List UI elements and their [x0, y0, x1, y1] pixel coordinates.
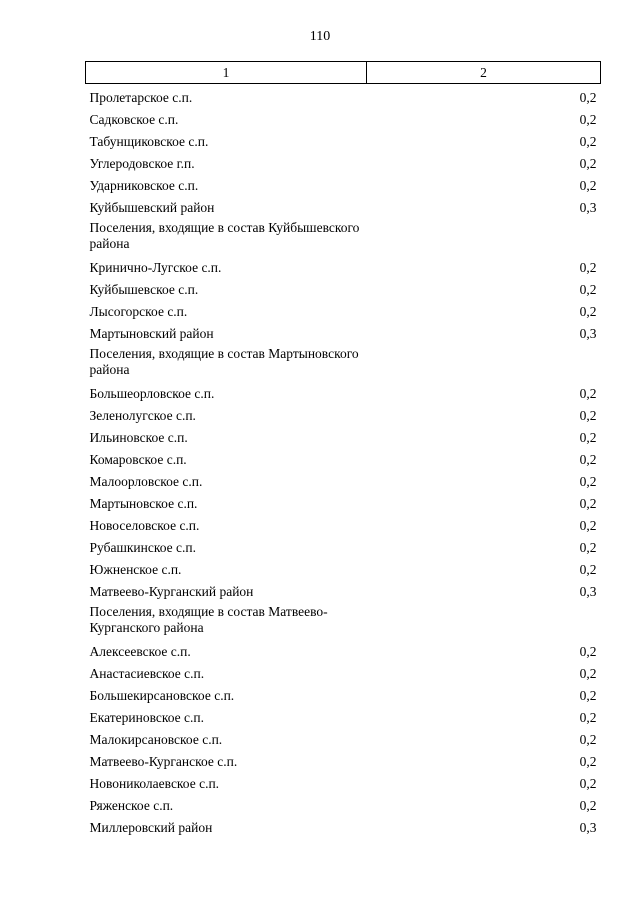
table-row	[86, 536, 601, 558]
table-row	[86, 322, 601, 344]
row-name-cell: Лысогорское с.п.	[89, 303, 188, 319]
table-row	[86, 662, 601, 684]
table-row	[86, 580, 601, 602]
row-name-cell: Поселения, входящие в состав Матвеево-Курганского района	[89, 603, 328, 635]
row-value-cell	[367, 344, 601, 382]
row-name-cell: Табунщиковское с.п.	[89, 133, 209, 149]
table-row	[86, 130, 601, 152]
row-name-cell: Комаровское с.п.	[89, 451, 187, 467]
row-value-cell: 0,2	[579, 775, 597, 791]
table-row	[86, 514, 601, 536]
table-row	[86, 448, 601, 470]
table-row	[86, 640, 601, 662]
row-name-cell: Малокирсановское с.п.	[89, 731, 223, 747]
row-value-cell: 0,2	[579, 561, 597, 577]
table-row	[86, 492, 601, 514]
row-name-cell: Новониколаевское с.п.	[89, 775, 220, 791]
row-name-cell: Матвеево-Курганский район	[89, 583, 254, 599]
row-value-cell: 0,2	[579, 429, 597, 445]
row-value-cell: 0,2	[579, 111, 597, 127]
row-name-cell: Куйбышевское с.п.	[89, 281, 199, 297]
row-name-cell: Пролетарское с.п.	[89, 90, 193, 105]
row-name-cell: Миллеровский район	[89, 819, 213, 835]
row-value-cell: 0,2	[579, 155, 597, 171]
table-row	[86, 602, 601, 640]
table-row	[86, 300, 601, 322]
row-value-cell: 0,2	[579, 451, 597, 467]
row-value-cell: 0,2	[579, 407, 597, 423]
row-value-cell	[367, 602, 601, 640]
row-value-cell: 0,3	[579, 325, 597, 341]
page-number: 110	[309, 29, 331, 44]
row-name-cell: Ударниковское с.п.	[89, 177, 199, 193]
row-value-cell: 0,2	[579, 303, 597, 319]
row-value-cell: 0,2	[579, 797, 597, 813]
row-name-cell: Алексеевское с.п.	[89, 643, 191, 659]
table-row	[86, 684, 601, 706]
row-name-cell: Большеорловское с.п.	[89, 385, 215, 401]
table-row	[86, 404, 601, 426]
table-row	[86, 728, 601, 750]
row-value-cell: 0,2	[579, 643, 597, 659]
row-value-cell: 0,2	[579, 90, 597, 105]
table-row	[86, 816, 601, 838]
row-name-cell: Ильиновское с.п.	[89, 429, 188, 445]
column-header-2: 2	[367, 62, 601, 84]
row-value-cell: 0,2	[579, 385, 597, 401]
table-row	[86, 750, 601, 772]
row-name-cell: Анастасиевское с.п.	[89, 665, 205, 681]
table-row	[86, 706, 601, 728]
row-value-cell: 0,2	[579, 473, 597, 489]
row-value-cell: 0,2	[579, 539, 597, 555]
table-header	[86, 62, 601, 84]
table-row	[86, 426, 601, 448]
row-name-cell: Екатериновское с.п.	[89, 709, 204, 725]
row-value-cell: 0,3	[579, 819, 597, 835]
row-name-cell: Большекирсановское с.п.	[89, 687, 235, 703]
row-name-cell: Южненское с.п.	[89, 561, 182, 577]
row-name-cell: Мартыновское с.п.	[89, 495, 198, 511]
table-row	[86, 278, 601, 300]
row-value-cell	[367, 218, 601, 256]
row-name-cell: Матвеево-Курганское с.п.	[89, 753, 238, 769]
row-value-cell: 0,2	[579, 495, 597, 511]
table-row	[86, 84, 601, 108]
row-name-cell: Поселения, входящие в состав Куйбышевского района	[89, 219, 360, 251]
row-value-cell: 0,2	[579, 133, 597, 149]
row-value-cell: 0,3	[579, 199, 597, 215]
row-name-cell: Мартыновский район	[89, 325, 214, 341]
table-row	[86, 344, 601, 382]
data-table	[85, 61, 601, 838]
table-body	[86, 84, 601, 838]
table-row	[86, 558, 601, 580]
table-row	[86, 470, 601, 492]
row-value-cell: 0,2	[579, 281, 597, 297]
row-value-cell: 0,3	[579, 583, 597, 599]
row-name-cell: Поселения, входящие в состав Мартыновского района	[89, 345, 359, 377]
row-value-cell: 0,2	[579, 753, 597, 769]
row-name-cell: Садковское с.п.	[89, 111, 179, 127]
row-value-cell: 0,2	[579, 665, 597, 681]
row-name-cell: Новоселовское с.п.	[89, 517, 200, 533]
row-name-cell: Куйбышевский район	[89, 199, 215, 215]
row-value-cell: 0,2	[579, 517, 597, 533]
row-value-cell: 0,2	[579, 259, 597, 275]
row-value-cell: 0,2	[579, 731, 597, 747]
row-value-cell: 0,2	[579, 709, 597, 725]
row-name-cell: Углеродовское г.п.	[89, 155, 195, 171]
row-name-cell: Ряженское с.п.	[89, 797, 174, 813]
row-name-cell: Рубашкинское с.п.	[89, 539, 196, 555]
row-name-cell: Кринично-Лугское с.п.	[89, 259, 222, 275]
table-row	[86, 108, 601, 130]
table-row	[86, 382, 601, 404]
table-row	[86, 772, 601, 794]
table-row	[86, 152, 601, 174]
row-name-cell: Малоорловское с.п.	[89, 473, 203, 489]
row-name-cell: Зеленолугское с.п.	[89, 407, 196, 423]
table-row	[86, 256, 601, 278]
table-row	[86, 794, 601, 816]
column-header-1: 1	[86, 62, 367, 84]
table-row	[86, 218, 601, 256]
row-value-cell: 0,2	[579, 687, 597, 703]
table-row	[86, 196, 601, 218]
table-row	[86, 174, 601, 196]
row-value-cell: 0,2	[579, 177, 597, 193]
header-row	[86, 62, 601, 84]
